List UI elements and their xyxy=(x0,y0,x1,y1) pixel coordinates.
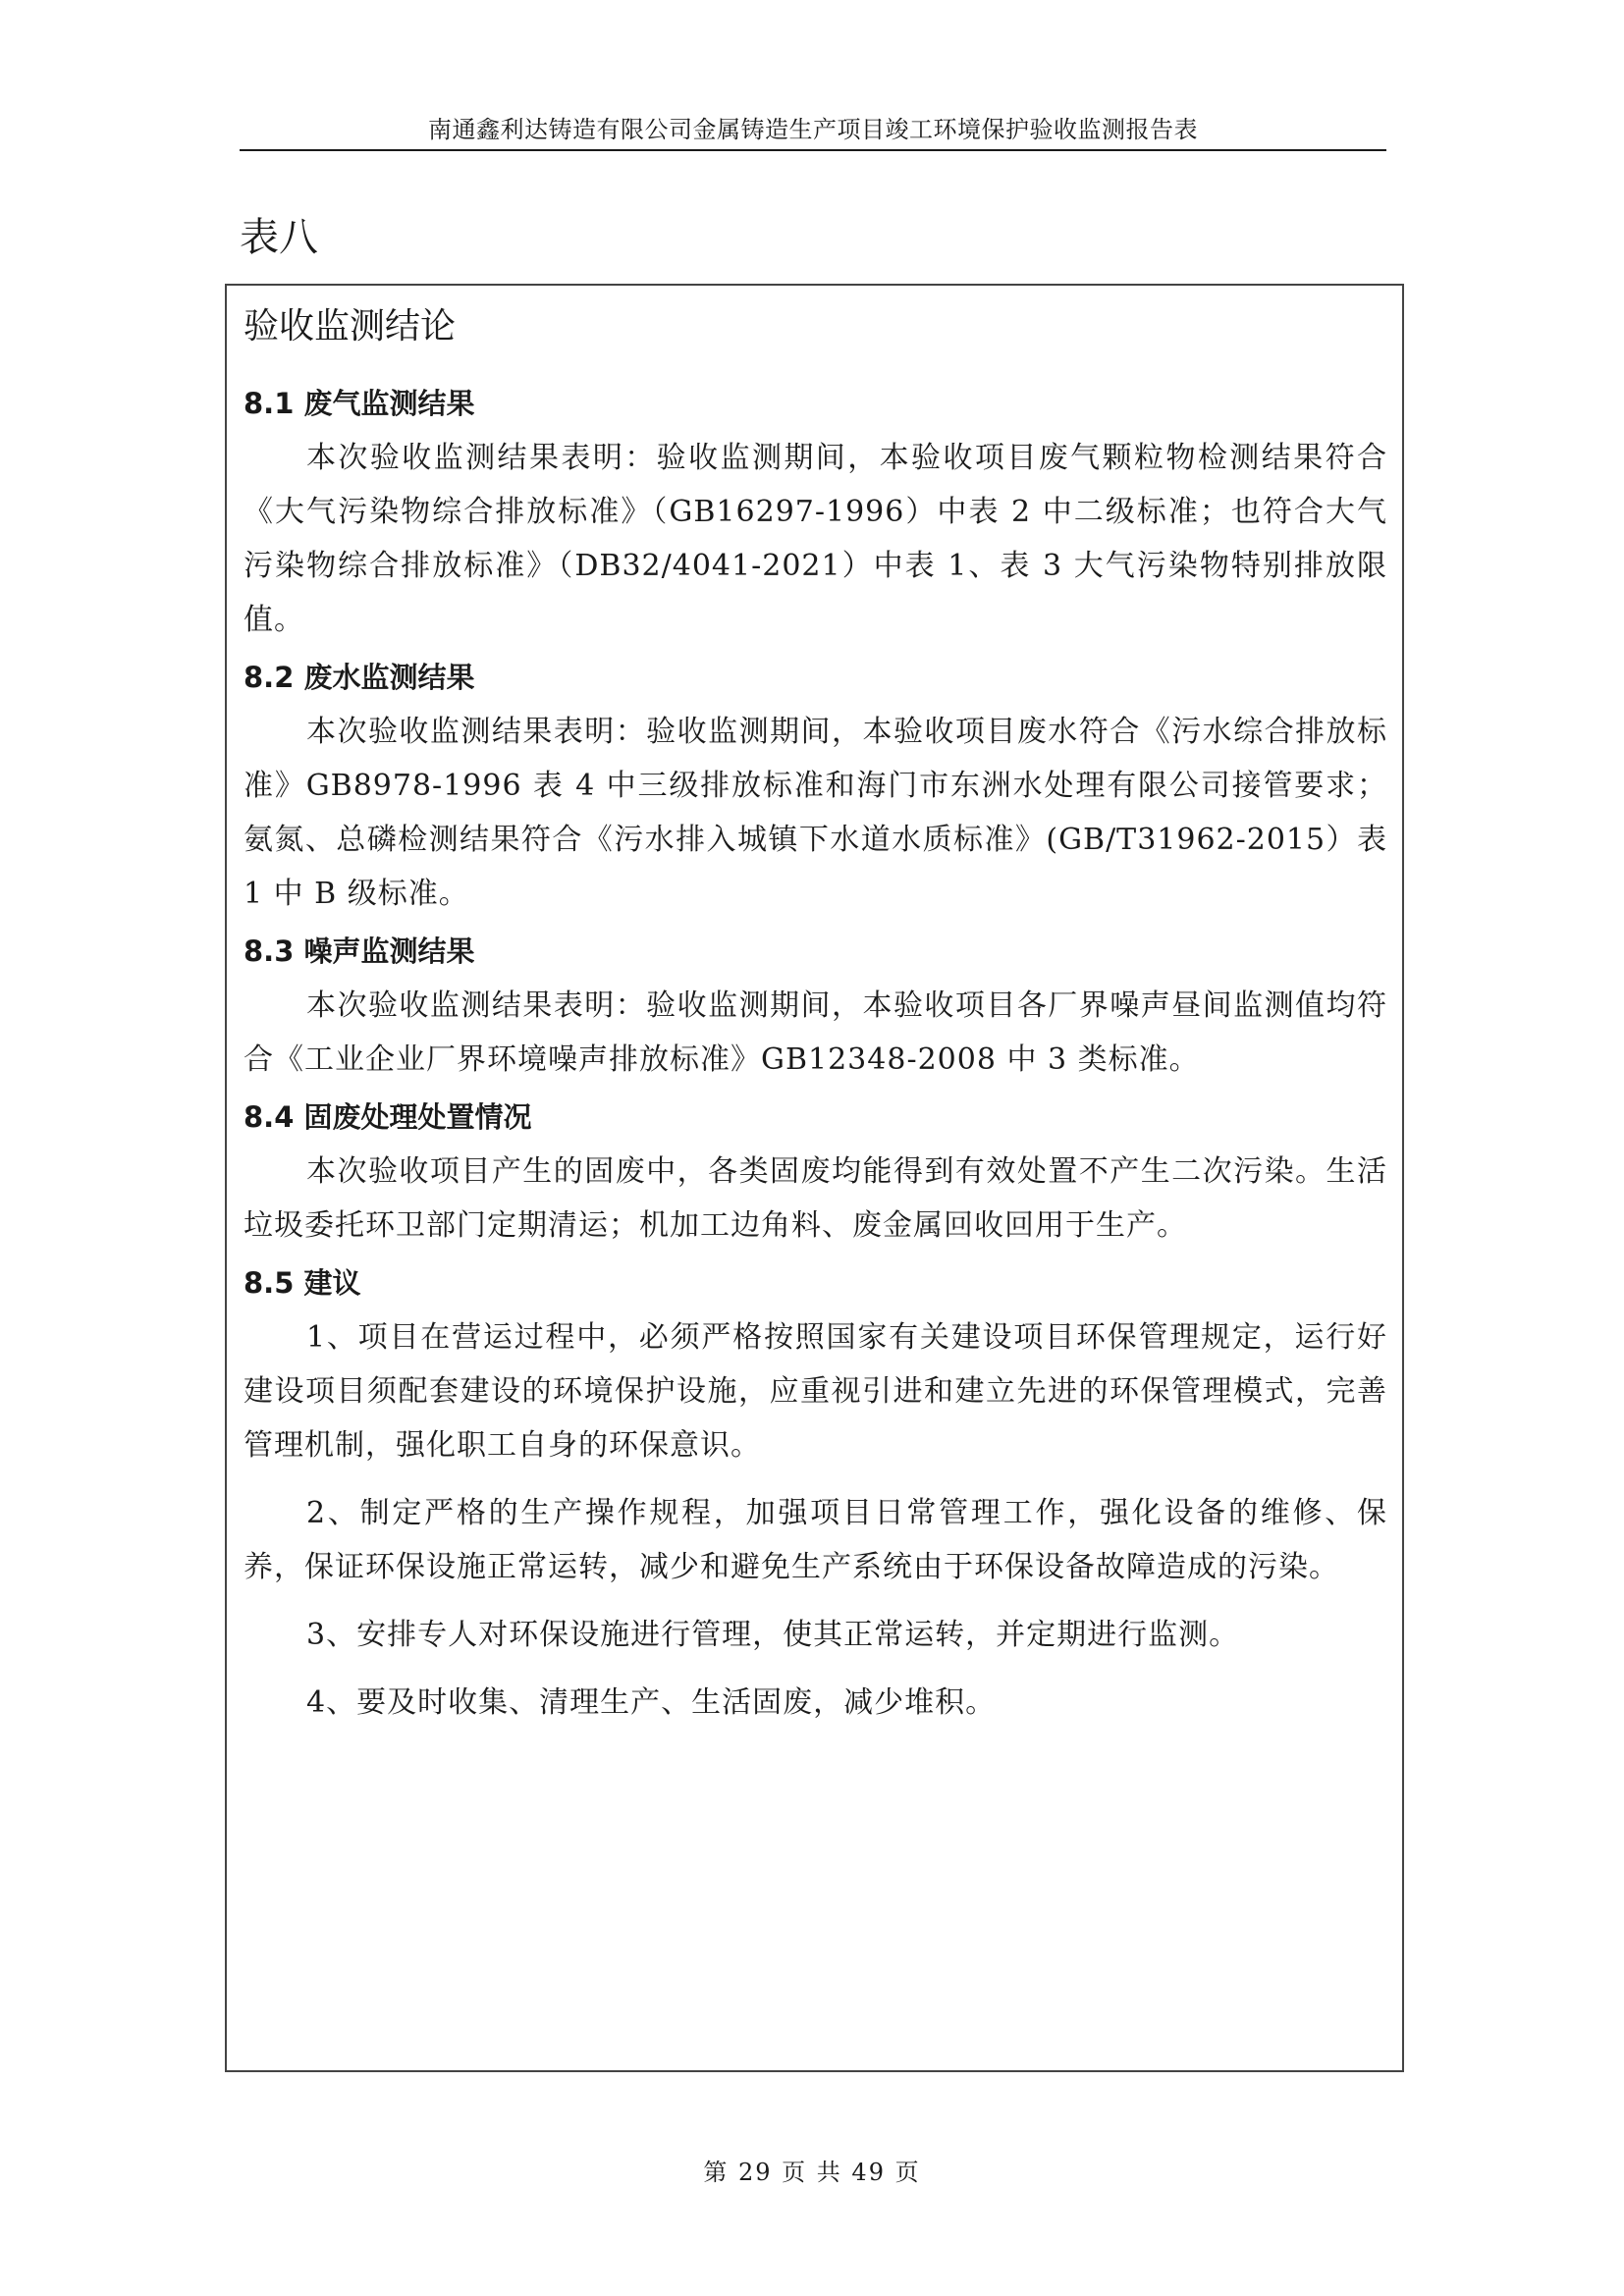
page-number: 第 29 页 共 49 页 xyxy=(703,2159,921,2186)
paragraph: 本次验收监测结果表明：验收监测期间，本验收项目各厂界噪声昼间监测值均符合《工业企业厂界环境噪声排放标准》GB12348-2008 中 3 类标准。 xyxy=(244,988,1387,1077)
section-exhaust-gas xyxy=(244,380,1387,647)
section-wastewater xyxy=(244,654,1387,921)
page-header: 南通鑫利达铸造有限公司金属铸造生产项目竣工环境保护验收监测报告表 xyxy=(240,110,1386,151)
paragraph: 本次验收监测结果表明：验收监测期间，本验收项目废水符合《污水综合排放标准》GB8978-1996 表 4 中三级排放标准和海门市东洲水处理有限公司接管要求；氨氮、总磷检测结果符合《污水排入城镇下水道水质标准》(GB/T31962-2015）表 1 中 B 级标准。 xyxy=(244,715,1387,911)
suggestion-item: 2、制定严格的生产操作规程，加强项目日常管理工作，强化设备的维修、保养，保证环保设施正常运转，减少和避免生产系统由于环保设备故障造成的污染。 xyxy=(244,1496,1387,1584)
conclusion-box xyxy=(225,284,1404,2072)
paragraph: 本次验收项目产生的固废中，各类固废均能得到有效处置不产生二次污染。生活垃圾委托环卫部门定期清运；机加工边角料、废金属回收回用于生产。 xyxy=(244,1154,1387,1243)
suggestion-item: 3、安排专人对环保设施进行管理，使其正常运转，并定期进行监测。 xyxy=(306,1618,1240,1652)
section-heading: 8.1 废气监测结果 xyxy=(244,387,475,420)
conclusion-content xyxy=(244,380,1387,1743)
section-heading: 8.2 废水监测结果 xyxy=(244,661,475,694)
section-noise xyxy=(244,928,1387,1087)
paragraph: 本次验收监测结果表明：验收监测期间，本验收项目废气颗粒物检测结果符合《大气污染物综合排放标准》（GB16297-1996）中表 2 中二级标准；也符合大气污染物综合排放标准》（DB32/4041-2021）中表 1、表 3 大气污染物特别排放限值。 xyxy=(244,441,1387,637)
suggestion-item: 1、项目在营运过程中，必须严格按照国家有关建设项目环保管理规定，运行好建设项目须配套建设的环境保护设施，应重视引进和建立先进的环保管理模式，完善管理机制，强化职工自身的环保意识。 xyxy=(244,1320,1387,1463)
section-heading: 8.5 建议 xyxy=(244,1266,361,1300)
section-solid-waste xyxy=(244,1094,1387,1253)
page-title: 表八 xyxy=(240,215,318,260)
section-suggestions xyxy=(244,1259,1387,1730)
box-title: 验收监测结论 xyxy=(244,306,457,347)
section-heading: 8.3 噪声监测结果 xyxy=(244,934,475,968)
section-heading: 8.4 固废处理处置情况 xyxy=(244,1100,532,1134)
suggestion-item: 4、要及时收集、清理生产、生活固废，减少堆积。 xyxy=(306,1685,997,1720)
